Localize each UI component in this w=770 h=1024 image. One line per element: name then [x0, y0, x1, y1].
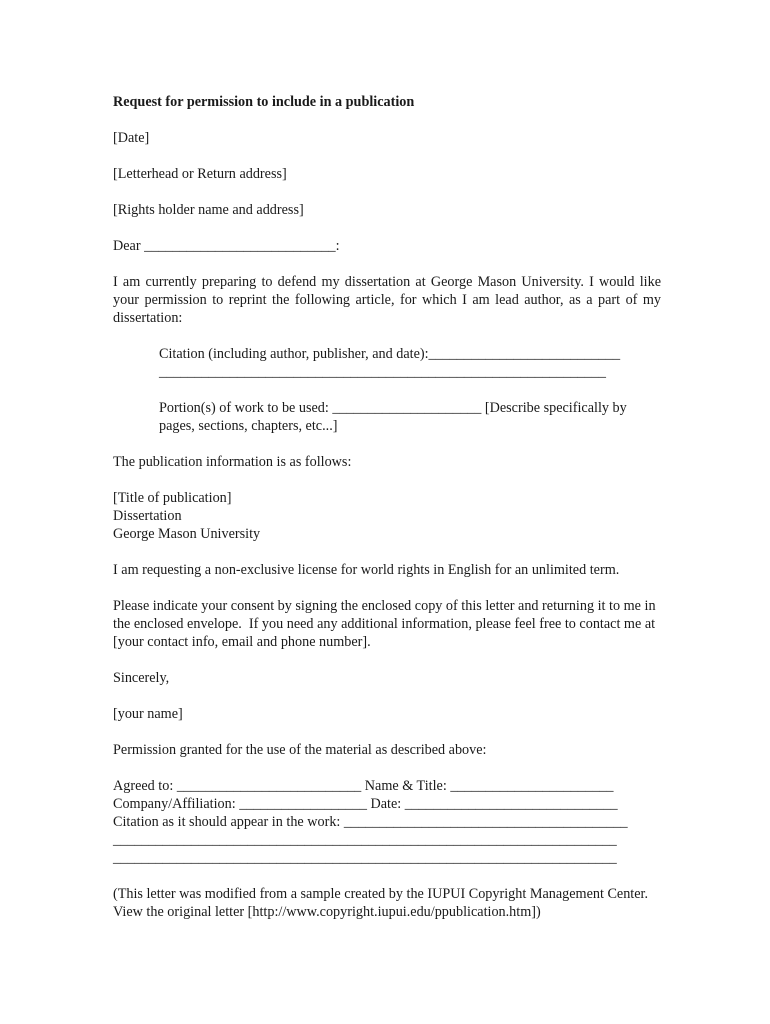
spacer [113, 543, 661, 561]
license-request: I am requesting a non-exclusive license for world rights in English for an unlimited term. [113, 562, 620, 578]
closing: Sincerely, [113, 670, 170, 686]
footer-note: (This letter was modified from a sample created by the IUPUI Copyright Management Center. View the original letter [http://www.copyright.iupui.edu/ppublication.htm]) [113, 886, 655, 920]
spacer [113, 183, 661, 201]
rights-holder-placeholder: [Rights holder name and address] [113, 202, 304, 218]
citation-block [159, 345, 659, 381]
citation-line-1: Citation (including author, publisher, and date):___________________________ [159, 346, 621, 362]
spacer [113, 381, 661, 399]
spacer [113, 759, 661, 777]
publication-university: George Mason University [113, 526, 261, 542]
publication-type: Dissertation [113, 508, 182, 524]
spacer [113, 111, 661, 129]
spacer [113, 435, 661, 453]
spacer [113, 867, 661, 885]
portion-block [159, 399, 659, 435]
letter-body [113, 93, 665, 921]
citation-line-2: _______________________________________________________________ [159, 364, 606, 380]
form-blank-line: _______________________________________________________________________ [113, 850, 617, 866]
salutation: Dear ___________________________: [113, 238, 340, 254]
spacer [113, 219, 661, 237]
form-agreed-line: Agreed to: __________________________ Name & Title: _______________________ [113, 778, 614, 794]
publication-title-placeholder: [Title of publication] [113, 490, 232, 506]
consent-paragraph: Please indicate your consent by signing the enclosed copy of this letter and returning it to me in the enclosed envelope. If you need any additional information, please feel free to contact me at [your contact info, email and phone number]. [113, 598, 660, 650]
publication-info-intro: The publication information is as follows: [113, 454, 352, 470]
portion-line-2: pages, sections, chapters, etc...] [159, 418, 338, 434]
spacer [113, 723, 661, 741]
form-citation-line: Citation as it should appear in the work: ________________________________________ [113, 814, 628, 830]
form-blank-line: _______________________________________________________________________ [113, 832, 617, 848]
spacer [113, 579, 661, 597]
permission-granted: Permission granted for the use of the material as described above: [113, 742, 487, 758]
letterhead-placeholder: [Letterhead or Return address] [113, 166, 287, 182]
spacer [113, 327, 661, 345]
spacer [113, 255, 661, 273]
spacer [113, 471, 661, 489]
spacer [113, 687, 661, 705]
spacer [113, 147, 661, 165]
date-placeholder: [Date] [113, 130, 150, 146]
portion-line-1: Portion(s) of work to be used: _____________________ [Describe specifically by [159, 400, 627, 416]
intro-paragraph: I am currently preparing to defend my dissertation at George Mason University. I would like your permission to reprint the following article, for which I am lead author, as a part of my dissertation: [113, 274, 665, 326]
form-company-line: Company/Affiliation: __________________ Date: ______________________________ [113, 796, 618, 812]
spacer [113, 651, 661, 669]
signature-placeholder: [your name] [113, 706, 183, 722]
letter-title: Request for permission to include in a publication [113, 94, 415, 110]
